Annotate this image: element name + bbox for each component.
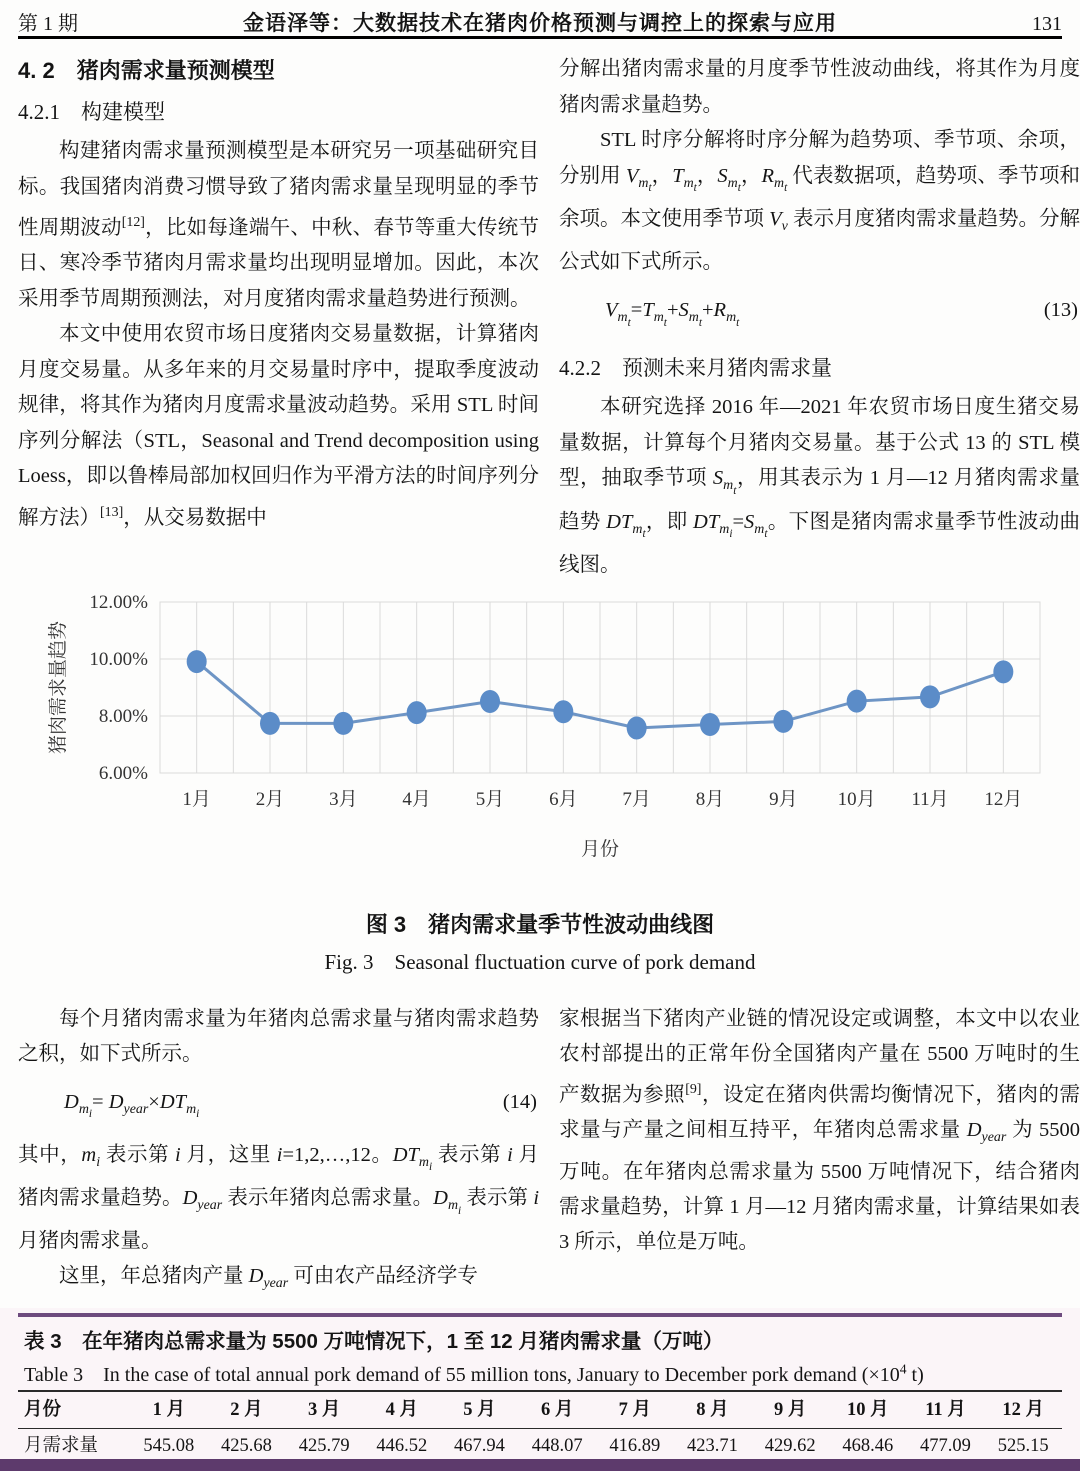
table-value-cell: 423.71 (687, 1436, 738, 1456)
table-header-cell: 6 月 (540, 1400, 574, 1420)
table-header-cell: 2 月 (230, 1400, 263, 1420)
text-run: R (761, 164, 775, 187)
chart-y-tick-label: 8.00% (98, 706, 148, 727)
para-dyear-intro (18, 1259, 539, 1301)
table-header-cell: 4 月 (385, 1400, 419, 1420)
text-run: t) (906, 1364, 924, 1386)
text-run: 本研究选择 2016 年—2021 年农贸市场日度生猪交易量数据，计算每个月猪肉交易量。基于公式 13 的 STL 模型，抽取季节项 (559, 396, 1080, 490)
text-run: t (642, 528, 646, 541)
demand-trend-chart (40, 572, 1060, 877)
chart-x-tick-label: 7月 (622, 789, 651, 810)
chart-data-point (993, 660, 1013, 683)
text-run: DT (606, 510, 633, 533)
heading-4-2-2 (559, 346, 1080, 390)
column-bottom-left (18, 1002, 539, 1301)
text-run: i (429, 1161, 433, 1174)
text-run: t (733, 484, 737, 497)
para-model-intro (18, 134, 539, 317)
text-run: 分解出猪肉需求量的月度季节性波动曲线，将其作为月度猪肉需求量趋势。 (559, 58, 1080, 116)
text-run: = (92, 1091, 109, 1113)
text-run: [12] (121, 215, 145, 230)
text-run: t (693, 181, 697, 194)
table-bottom-bar (0, 1459, 1080, 1471)
chart-x-tick-label: 8月 (695, 789, 725, 810)
text-run: t (648, 181, 652, 194)
text-run: m (186, 1102, 197, 1118)
text-run: 月猪肉需求量趋势。 (18, 1144, 540, 1210)
text-run: 每个月猪肉需求量为年猪肉总需求量与猪肉需求趋势之积，如下式所示。 (18, 1008, 539, 1065)
text-run: ，从交易数据中 (123, 506, 267, 529)
text-run: T (642, 299, 654, 322)
text-run: i (276, 1144, 283, 1167)
table-data-row (18, 1429, 1062, 1463)
text-run: D (248, 1265, 264, 1288)
chart-y-axis-title: 猪肉需求量趋势 (48, 620, 69, 755)
text-run: S (717, 164, 728, 187)
chart-data-point (187, 650, 207, 673)
table-value-cell: 468.46 (842, 1436, 894, 1456)
table-caption-en (24, 1358, 1056, 1387)
text-run: ， (651, 164, 673, 187)
table-row-label: 月需求量 (24, 1436, 99, 1456)
page-number: 131 (1032, 13, 1062, 35)
chart-x-tick-label: 9月 (769, 789, 798, 810)
text-run: D (433, 1187, 448, 1210)
text-run: i (729, 528, 733, 541)
text-run: 为 5500 万吨。在年猪肉总需求量为 5500 万吨情况下，结合猪肉需求量趋势，计算 1 月—12 月猪肉需求量，计算结果如表 3 所示，单位是万吨。 (559, 1118, 1080, 1253)
table-header-cell: 1 月 (152, 1400, 186, 1420)
chart-data-point (920, 685, 940, 708)
para-forecast-month (559, 390, 1080, 584)
chart-data-point (773, 710, 793, 733)
para-demand-product (18, 1002, 539, 1072)
text-run: t (737, 181, 741, 194)
text-run: i (88, 1108, 93, 1121)
text-run: m (774, 175, 785, 191)
text-run: year (123, 1102, 149, 1118)
para-stl-continued (559, 52, 1080, 123)
text-run: ，比如每逢端午、中秋、春节等重大传统节日、寒冷季节猪肉月需求量均出现明显增加。因此，本次采用季节周期预测法，对月度猪肉需求量趋势进行预测。 (18, 216, 540, 310)
text-run: m (638, 175, 649, 191)
table-value-cell: 525.15 (997, 1436, 1049, 1456)
text-run: ，用其表示为 1 月—12 月猪肉需求量趋势 (559, 467, 1080, 533)
table-header-cell: 7 月 (618, 1400, 652, 1420)
text-run: 4.2.2 预测未来月猪肉需求量 (559, 356, 832, 381)
chart-data-point (553, 700, 573, 723)
chart-data-point (847, 690, 867, 713)
text-run: T (672, 164, 684, 187)
text-run: 表示第 (432, 1144, 508, 1167)
text-run: D (182, 1187, 198, 1210)
table-value-cell: 448.07 (531, 1436, 583, 1456)
figure-caption-en: Fig. 3 Seasonal fluctuation curve of pork demand (324, 950, 756, 974)
formula-number: (13) (1043, 299, 1078, 322)
text-run: v (781, 219, 788, 235)
formula-body (18, 1084, 199, 1128)
text-run: = (630, 299, 643, 322)
text-run: year (981, 1129, 1007, 1145)
chart-x-tick-label: 12月 (984, 789, 1023, 810)
chart-x-tick-label: 10月 (837, 789, 876, 810)
table-header-row (18, 1392, 1062, 1429)
chart-x-tick-label: 11月 (911, 789, 949, 810)
chart-x-tick-label: 6月 (549, 789, 578, 810)
text-run: i (175, 1144, 181, 1167)
table-3 (18, 1390, 1062, 1463)
table-header-cell: 5 月 (463, 1400, 496, 1420)
text-run: year (197, 1198, 223, 1214)
text-run: 。下图是猪肉需求量季节性波动曲线图。 (559, 510, 1080, 577)
text-run: 表示第 (100, 1144, 176, 1167)
table-header-label: 月份 (24, 1400, 62, 1420)
table-value-cell: 425.79 (298, 1436, 350, 1456)
figure-caption-zh: 图 3 猪肉需求量季节性波动曲线图 (365, 912, 715, 937)
text-run: STL 时序分解将时序分解为趋势项、季节项、余项，分别用 (559, 129, 1080, 187)
text-run: S (678, 299, 689, 322)
text-run: V (769, 208, 782, 231)
text-run: DT (159, 1091, 187, 1113)
text-run: t (663, 316, 667, 329)
table-value-cell: 545.08 (143, 1436, 195, 1456)
text-run: 4 (899, 1361, 907, 1377)
column-bottom-right (559, 1002, 1080, 1260)
text-run: m (418, 1155, 429, 1171)
text-run: + (666, 299, 679, 322)
formula-number: (14) (502, 1091, 537, 1113)
chart-data-point (700, 713, 720, 736)
text-run: S (712, 467, 724, 490)
running-header (18, 7, 1062, 37)
para-symbol-defs (18, 1138, 539, 1259)
text-run: t (764, 528, 768, 541)
heading-4-2 (18, 52, 539, 90)
text-run: 本文中使用农贸市场日度猪肉交易量数据，计算猪肉月度交易量。从多年来的月交易量时序中，提取季度波动规律，将其作为猪肉月度需求量波动趋势。采用 STL 时间序列分解法（STL，Seasonal and Trend decomposition using Loess，即以鲁棒局部加权回归作为平滑方法的时间序列分解方法） (18, 323, 539, 529)
text-run: 4. 2 猪肉需求量预测模型 (18, 58, 275, 83)
text-run: × (148, 1091, 160, 1113)
text-run: + (701, 299, 714, 322)
chart-y-tick-label: 6.00% (98, 763, 148, 784)
text-run: m (754, 521, 765, 537)
column-top-right (559, 52, 1080, 584)
text-run: i (458, 1204, 462, 1217)
table-caption-zh: 表 3 在年猪肉总需求量为 5500 万吨情况下，1 至 12 月猪肉需求量（万吨） (24, 1330, 724, 1353)
text-run: 家根据当下猪肉产业链的情况设定或调整，本文中以农业农村部提出的正常年份全国猪肉产量在 5500 万吨时的生产数据为参照 (559, 1008, 1080, 1106)
formula-13 (559, 292, 1080, 336)
table-header-cell: 11 月 (925, 1400, 966, 1420)
table-value-cell: 467.94 (454, 1436, 505, 1456)
text-run: 可由农产品经济学专 (288, 1265, 478, 1288)
text-run: t (627, 316, 631, 329)
chart-y-tick-label: 10.00% (89, 649, 148, 670)
table-header-cell: 8 月 (696, 1400, 729, 1420)
table-value-cell: 446.52 (376, 1436, 428, 1456)
text-run: ，即 (645, 510, 694, 533)
text-run: 4.2.1 构建模型 (18, 100, 165, 124)
running-title: 金语泽等：大数据技术在猪肉价格预测与调控上的探索与应用 (243, 12, 837, 35)
text-run: 代表数据项，趋势项、季节项和余项。本文使用季节项 (559, 164, 1080, 231)
text-run: t (736, 316, 740, 329)
journal-issue: 第 1 期 (18, 13, 78, 35)
text-run: 表示年猪肉总需求量。 (222, 1187, 434, 1210)
text-run: m (719, 521, 730, 537)
chart-data-point (260, 712, 280, 735)
heading-4-2-1 (18, 90, 539, 134)
text-run: ， (696, 164, 718, 187)
chart-y-tick-label: 12.00% (89, 592, 148, 613)
text-run: 其中， (18, 1144, 82, 1167)
text-run: V (605, 299, 618, 322)
text-run: S (744, 510, 755, 533)
text-run: m (688, 310, 699, 326)
chart-x-tick-label: 1月 (182, 789, 211, 810)
chart-data-point (333, 712, 353, 735)
table-value-cell: 477.09 (920, 1436, 971, 1456)
text-run: [13] (100, 504, 124, 520)
text-run: 表示第 (461, 1187, 534, 1210)
text-run: 月，这里 (180, 1144, 277, 1167)
text-run: R (713, 299, 727, 322)
table-value-cell: 425.68 (221, 1436, 272, 1456)
text-run: m (617, 310, 628, 326)
text-run: DT (392, 1144, 419, 1167)
text-run: 这里，年总猪肉产量 (59, 1265, 249, 1288)
para-dyear-setting (559, 1002, 1080, 1260)
text-run: D (64, 1091, 79, 1113)
text-run: i (533, 1187, 540, 1210)
text-run: t (784, 181, 788, 194)
text-run: m (78, 1102, 89, 1118)
text-run: DT (693, 510, 720, 533)
text-run: Table 3 In the case of total annual pork demand of 55 million tons, January to December pork demand (×10 (24, 1364, 900, 1386)
chart-x-tick-label: 3月 (329, 789, 358, 810)
text-run: m (447, 1198, 459, 1214)
chart-x-axis-title: 月份 (580, 839, 620, 860)
text-run: V (625, 164, 639, 187)
text-run: i (196, 1108, 200, 1121)
table-header-cell: 3 月 (307, 1400, 341, 1420)
column-top-left (18, 52, 539, 536)
formula-14 (18, 1084, 539, 1128)
text-run: m (632, 521, 643, 537)
text-run: year (263, 1276, 289, 1292)
text-run: ， (740, 164, 762, 187)
text-run: D (108, 1091, 124, 1113)
table-header-cell: 12 月 (1002, 1400, 1044, 1420)
text-run: m (683, 175, 694, 191)
header-rule (18, 36, 1062, 39)
text-run: 构建猪肉需求量预测模型是本研究另一项基础研究目标。我国猪肉消费习惯导致了猪肉需求量呈现明显的季节性周期波动 (18, 140, 539, 239)
chart-x-tick-label: 5月 (475, 789, 505, 810)
chart-data-point (627, 716, 647, 739)
text-run: 表示月度猪肉需求量趋势。分解公式如下式所示。 (559, 208, 1080, 273)
text-run: m (653, 310, 664, 326)
chart-data-point (480, 690, 500, 713)
text-run: D (966, 1118, 982, 1141)
table-top-rule (18, 1313, 1062, 1317)
text-run: =1,2,…,12。 (282, 1144, 393, 1167)
text-run: m (727, 175, 738, 191)
text-run: [9] (685, 1082, 702, 1097)
text-run: m (723, 478, 734, 494)
chart-x-tick-label: 4月 (402, 789, 431, 810)
demand-trend-chart-svg (40, 572, 1060, 877)
text-run: = (732, 510, 745, 533)
table-value-cell: 429.62 (764, 1436, 816, 1456)
chart-data-point (407, 701, 427, 724)
table-header-cell: 10 月 (847, 1400, 889, 1420)
para-stl-method (18, 317, 539, 536)
chart-x-tick-label: 2月 (255, 789, 285, 810)
table-value-cell: 416.89 (609, 1436, 661, 1456)
text-run: i (507, 1144, 513, 1167)
text-run: ，设定在猪肉供需均衡情况下，猪肉的需求量与产量之间相互持平，年猪肉总需求量 (559, 1083, 1080, 1141)
text-run: t (698, 316, 702, 329)
para-stl-decomposition (559, 123, 1080, 280)
text-run: i (96, 1155, 101, 1171)
table-3-section (0, 1308, 1080, 1471)
text-run: m (81, 1144, 97, 1167)
table-header-cell: 9 月 (773, 1400, 807, 1420)
formula-body (559, 292, 739, 336)
text-run: 月猪肉需求量。 (18, 1230, 162, 1253)
text-run: m (726, 310, 737, 326)
